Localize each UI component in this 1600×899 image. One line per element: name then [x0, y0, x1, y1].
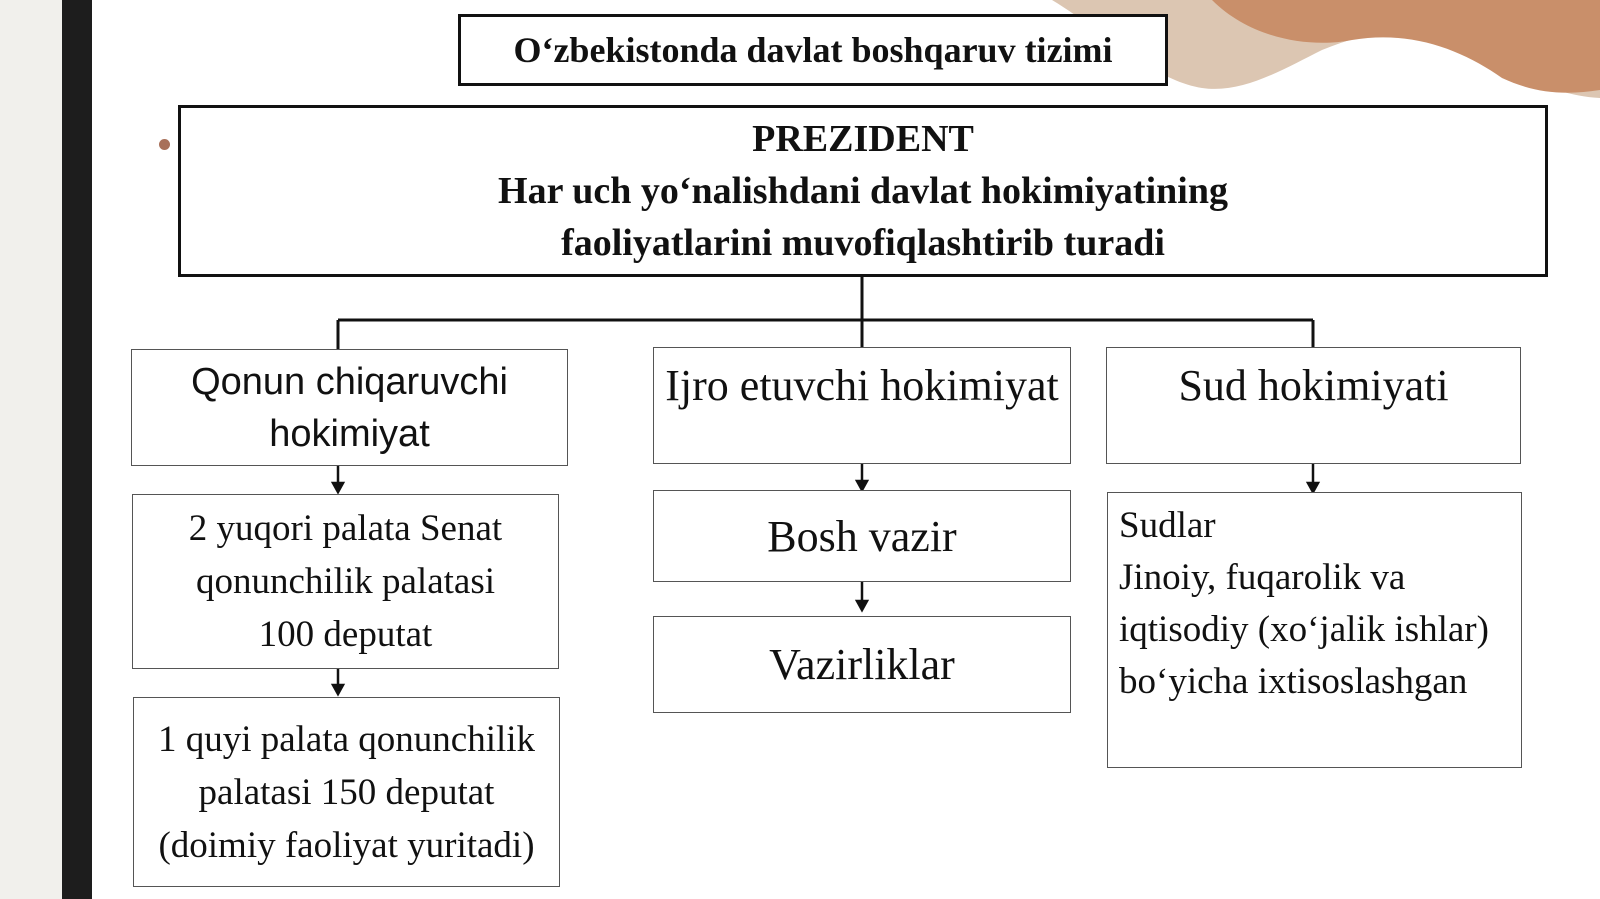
- courts-line-4: bo‘yicha ixtisoslashgan: [1119, 661, 1468, 702]
- legislative-branch-box: [131, 349, 568, 466]
- president-desc-line-1: Har uch yo‘nalishdani davlat hokimiyatining: [498, 170, 1228, 212]
- courts-line-1: Sudlar: [1119, 505, 1216, 546]
- judicial-title: Sud hokimiyati: [1178, 361, 1449, 410]
- president-box: [178, 105, 1548, 277]
- ministries-box: [653, 616, 1071, 713]
- executive-branch-box: [653, 347, 1071, 464]
- senate-line-2: qonunchilik palatasi: [195, 561, 496, 602]
- courts-line-3: iqtisodiy (xo‘jalik ishlar): [1119, 609, 1489, 650]
- lower-chamber-box: [133, 697, 560, 887]
- lower-chamber-line-3: (doimiy faoliyat yuritadi): [158, 824, 535, 866]
- president-desc-line-2: faoliyatlarini muvofiqlashtirib turadi: [561, 222, 1165, 264]
- legislative-title-line-2: hokimiyat: [269, 412, 430, 455]
- executive-title: Ijro etuvchi hokimiyat: [665, 361, 1059, 410]
- senate-line-1: 2 yuqori palata Senat: [188, 508, 503, 549]
- lower-chamber-line-1: 1 quyi palata qonunchilik: [157, 718, 536, 760]
- courts-box: [1107, 492, 1522, 768]
- legislative-title-line-1: Qonun chiqaruvchi: [191, 360, 508, 403]
- diagram-title-box: [458, 14, 1168, 86]
- judicial-branch-box: [1106, 347, 1521, 464]
- prime-minister-box: [653, 490, 1071, 582]
- bullet-dot: [159, 139, 170, 150]
- senate-line-3: 100 deputat: [258, 614, 433, 655]
- ministries-label: Vazirliklar: [769, 640, 955, 689]
- president-heading: PREZIDENT: [752, 118, 974, 160]
- courts-line-2: Jinoiy, fuqarolik va: [1119, 557, 1406, 598]
- diagram-title: O‘zbekistonda davlat boshqaruv tizimi: [513, 30, 1113, 70]
- lower-chamber-line-2: palatasi 150 deputat: [198, 771, 495, 813]
- senate-box: [132, 494, 559, 669]
- prime-minister-label: Bosh vazir: [767, 511, 957, 561]
